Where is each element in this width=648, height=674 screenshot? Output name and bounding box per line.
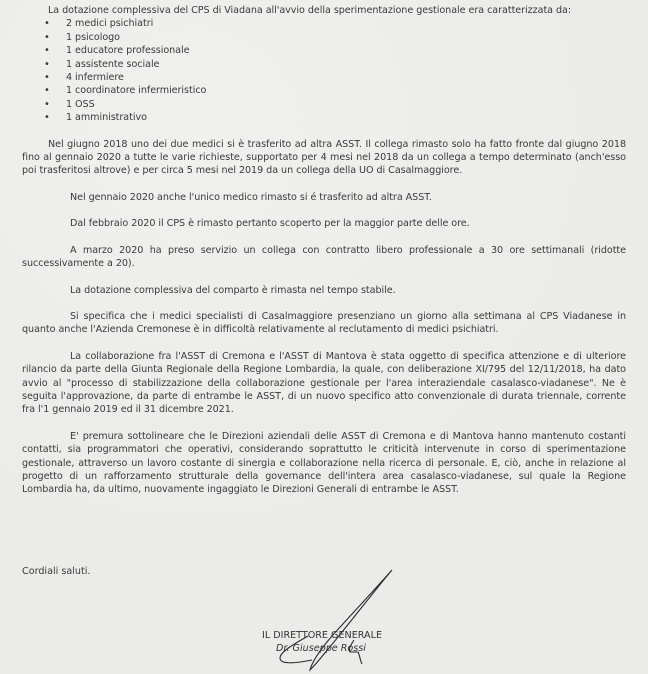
paragraph-transfers: Nel giugno 2018 uno dei due medici si è trasferito ad altra ASST. Il collega rimasto solo ha fatto fronte dal giugno 2018 fino al gennaio 2020 a tutte le varie richieste, supportato per 4 mesi nel 2018 da un collega a tempo determinato (anch'esso poi trasferitosi altrove) e per circa 5 mesi nel 2019 da un collega della UO di Casalmaggiore. — [22, 138, 626, 177]
paragraph-casalmaggiore: Si specifica che i medici specialisti di Casalmaggiore presenziano un giorno alla settimana al CPS Viadanese in quanto anche l'Azienda Cremonese è in difficoltà relativamente al reclutamento di medici psichiatri. — [22, 310, 626, 336]
staff-list-item: • 1 coordinatore infermieristico — [22, 84, 626, 97]
staff-list-item: • 2 medici psichiatri — [22, 17, 626, 30]
handwritten-signature — [250, 566, 410, 674]
staff-list-item: • 1 amministrativo — [22, 111, 626, 124]
staff-list-item: • 1 educatore professionale — [22, 44, 626, 57]
closing-salutation: Cordiali saluti. — [22, 566, 91, 577]
letter-body — [22, 4, 626, 497]
staff-list-item: • 4 infermiere — [22, 71, 626, 84]
paragraph-january-2020: Nel gennaio 2020 anche l'unico medico rimasto si é trasferito ad altra ASST. — [70, 191, 432, 203]
paragraph-direzioni: E' premura sottolineare che le Direzioni aziendali delle ASST di Cremona e di Mantova hanno mantenuto costanti contatti, sia programmatori che operativi, considerando soprattutto le criticità intervenute in corso di sperimentazione gestionale, attraverso un lavoro costante di sinergia e collaborazione nella ricerca di personale. E, ciò, anche in relazione al progetto di un rafforzamento strutturale della governance dell'intera area casalasco-viadanese, sul quale la Regione Lombardia ha, da ultimo, nuovamente ingaggiato le Direzioni Generali di entrambe le ASST. — [22, 430, 626, 496]
signatory-name: Dr. Giuseppe Rossi — [276, 643, 366, 654]
paragraph-february-2020: Dal febbraio 2020 il CPS è rimasto pertanto scoperto per la maggior parte delle ore. — [70, 218, 470, 230]
paragraph-comparto: La dotazione complessiva del comparto è rimasta nel tempo stabile. — [70, 284, 396, 296]
paragraph-march-2020: A marzo 2020 ha preso servizio un collega con contratto libero professionale a 30 ore settimanali (ridotte successivamente a 20). — [22, 244, 626, 270]
staff-list-item: • 1 psicologo — [22, 31, 626, 44]
staff-list-item: • 1 assistente sociale — [22, 58, 626, 71]
staff-list — [22, 17, 626, 124]
signatory-title: IL DIRETTORE GENERALE — [262, 630, 383, 641]
paragraph-collaborazione: La collaborazione fra l'ASST di Cremona e l'ASST di Mantova è stata oggetto di specifica attenzione e di ulteriore rilancio da parte della Giunta Regionale della Regione Lombardia, la quale, con deliberazione XI/795 del 12/11/2018, ha dato avvio al "processo di stabilizzazione della collaborazione gestionale per l'area interaziendale casalasco-viadanese". Ne è seguita l'approvazione, da parte di entrambe le ASST, di un nuovo specifico atto convenzionale di durata triennale, corrente fra l'1 gennaio 2019 ed il 31 dicembre 2021. — [22, 350, 626, 416]
staff-list-item: • 1 OSS — [22, 98, 626, 111]
intro-paragraph: La dotazione complessiva del CPS di Viadana all'avvio della sperimentazione gestionale era caratterizzata da: — [48, 5, 572, 16]
